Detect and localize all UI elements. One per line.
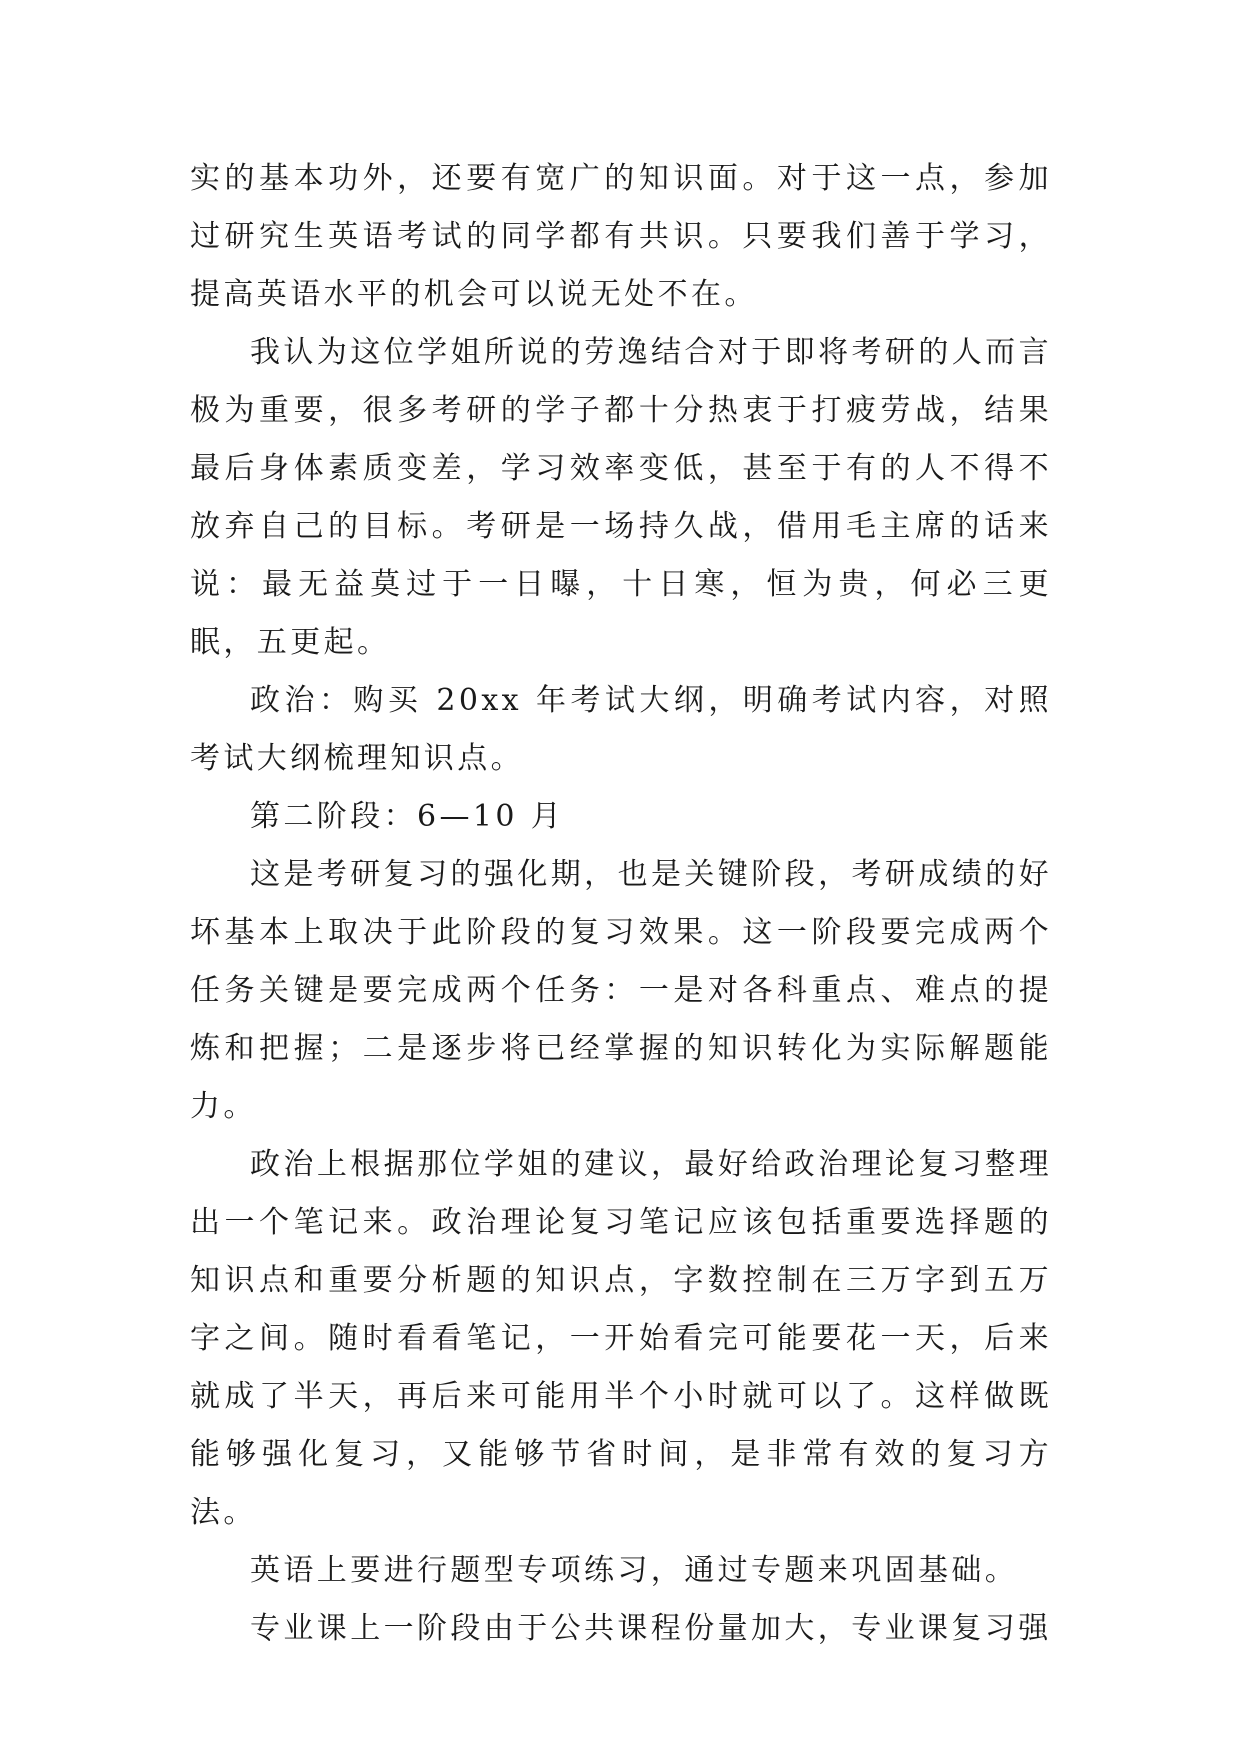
paragraph-politics-notes: 政治上根据那位学姐的建议，最好给政治理论复习整理出一个笔记来。政治理论复习笔记应该包括重要选择题的知识点和重要分析题的知识点，字数控制在三万字到五万字之间。随时看看笔记，一开始看完可能要花一天，后来就成了半天，再后来可能用半个小时就可以了。这样做既能够强化复习，又能够节省时间，是非常有效的复习方法。 [190,1147,1052,1530]
paragraph-major-course: 专业课上一阶段由于公共课程份量加大，专业课复习强 [250,1611,1052,1646]
paragraph-english-practice: 英语上要进行题型专项练习，通过专题来巩固基础。 [250,1553,1019,1588]
document-body [190,150,1052,1658]
paragraph-continuation: 实的基本功外，还要有宽广的知识面。对于这一点，参加过研究生英语考试的同学都有共识。只要我们善于学习，提高英语水平的机会可以说无处不在。 [190,161,1052,312]
paragraph-politics-stage1: 政治：购买 20xx 年考试大纲，明确考试内容，对照考试大纲梳理知识点。 [190,683,1052,776]
paragraph-stage2-intro: 这是考研复习的强化期，也是关键阶段，考研成绩的好坏基本上取决于此阶段的复习效果。这一阶段要完成两个任务关键是要完成两个任务：一是对各科重点、难点的提炼和把握；二是逐步将已经掌握的知识转化为实际解题能力。 [190,857,1052,1124]
paragraph-rest-advice: 我认为这位学姐所说的劳逸结合对于即将考研的人而言极为重要，很多考研的学子都十分热衷于打疲劳战，结果最后身体素质变差，学习效率变低，甚至于有的人不得不放弃自己的目标。考研是一场持久战，借用毛主席的话来说：最无益莫过于一日曝，十日寒，恒为贵，何必三更眠，五更起。 [190,335,1052,660]
section-heading-stage2: 第二阶段：6—10 月 [250,799,565,834]
